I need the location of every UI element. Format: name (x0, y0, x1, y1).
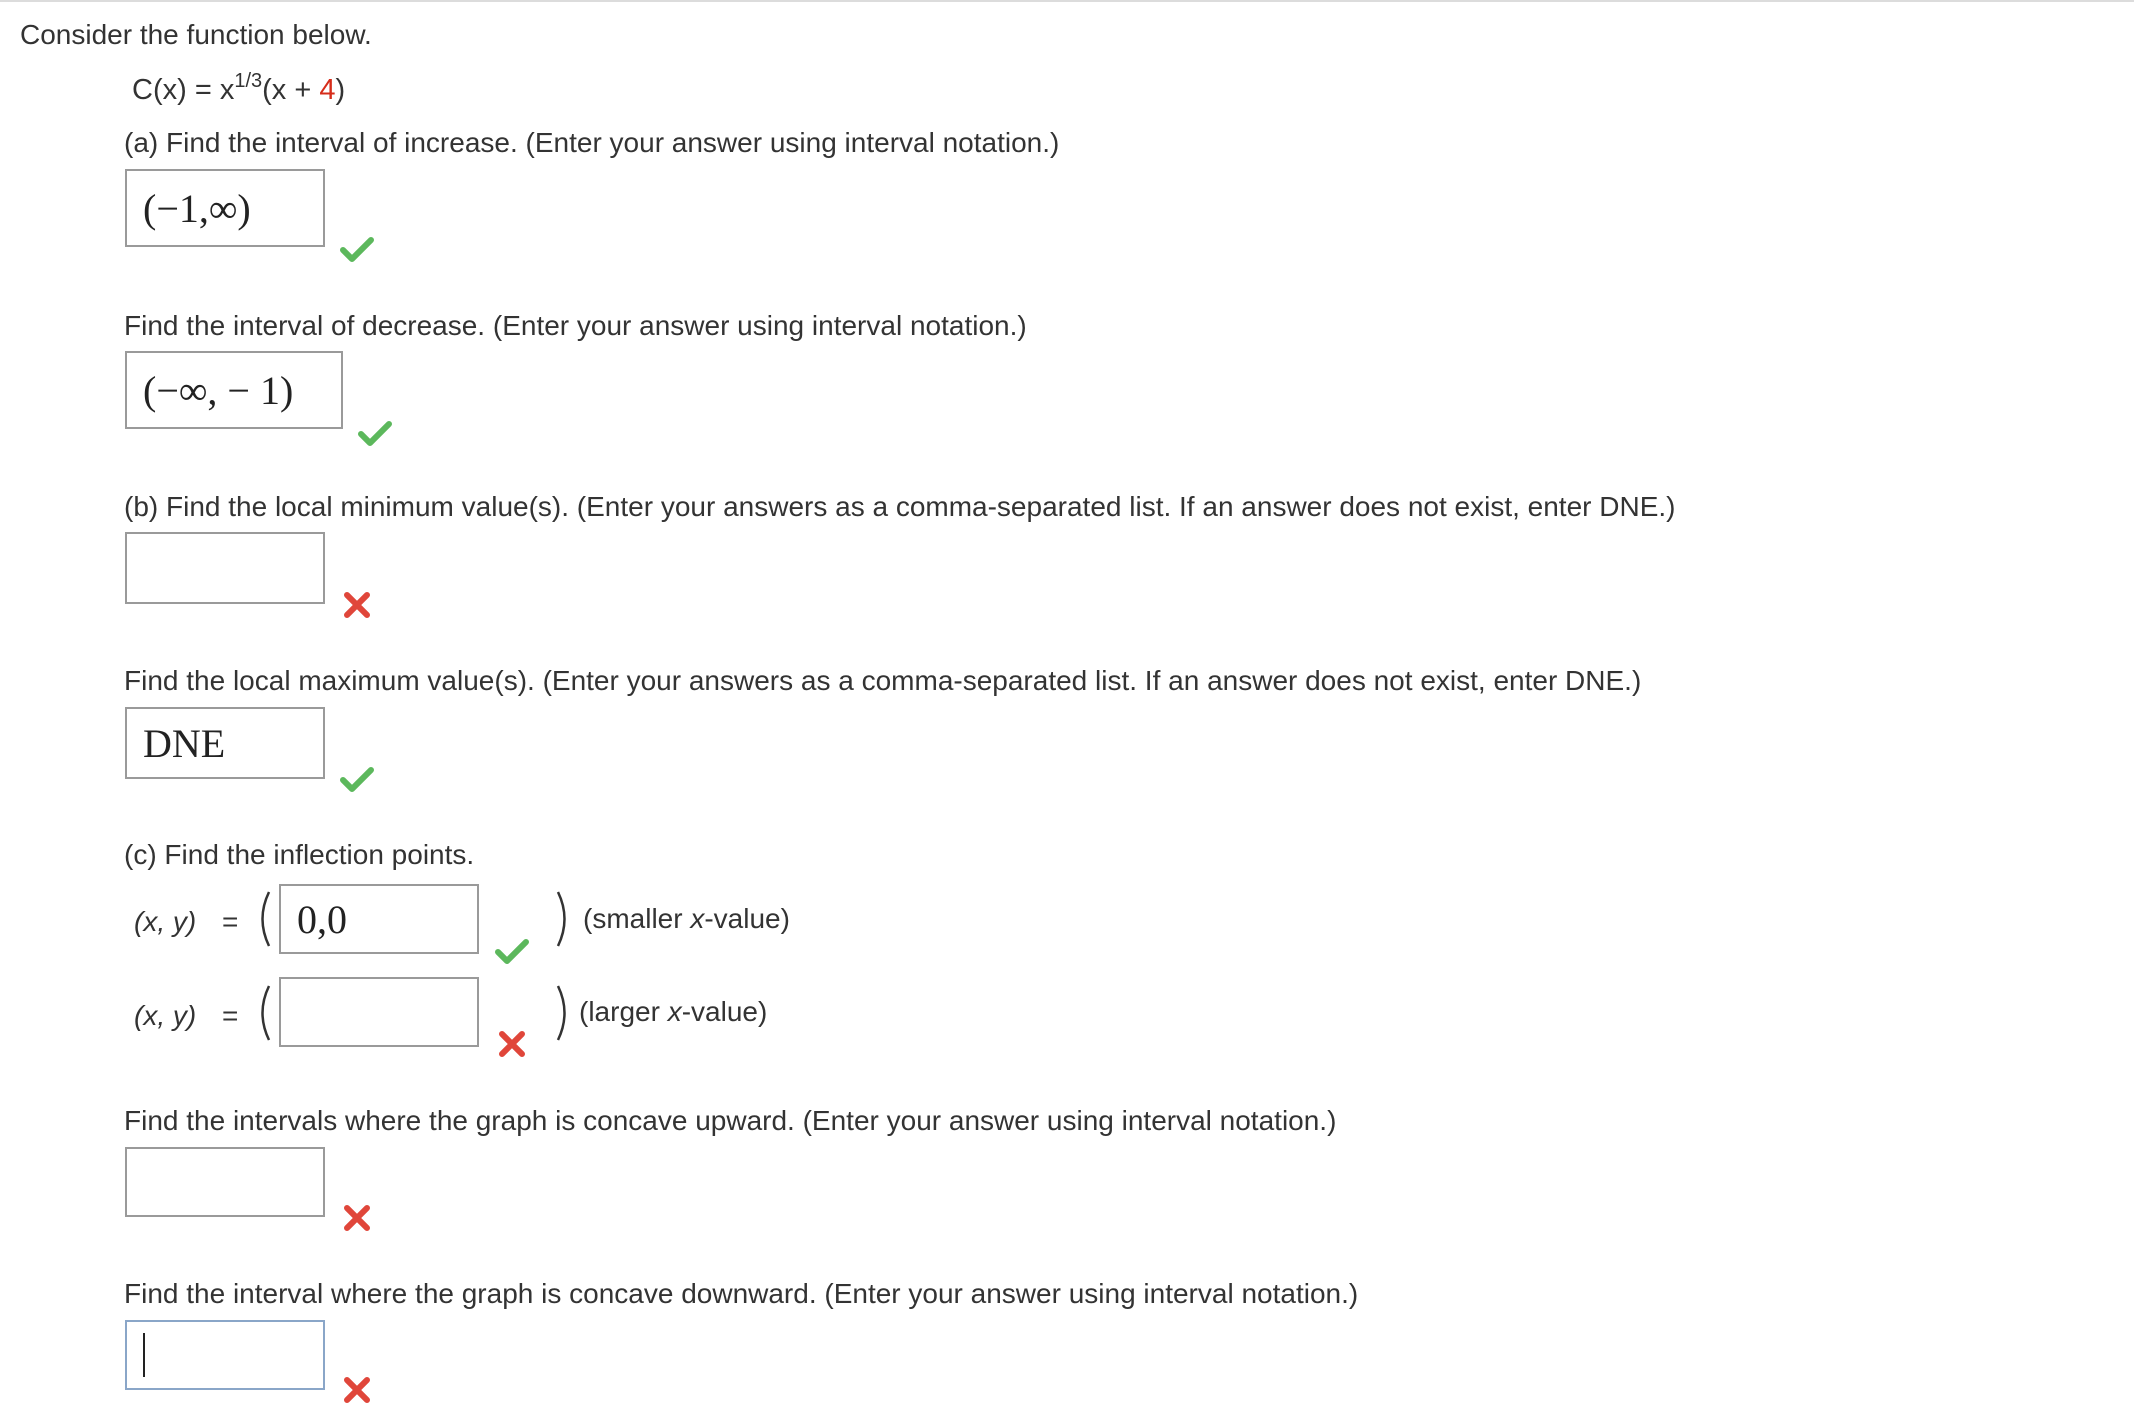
function-paren-close: ) (335, 74, 346, 106)
incorrect-x-icon (495, 1027, 529, 1061)
text-cursor (143, 1333, 145, 1377)
concave-up-prompt: Find the intervals where the graph is concave upward. (Enter your answer using interval notation.) (124, 1105, 1337, 1136)
local-max-answer-field[interactable] (125, 707, 325, 779)
point1-hint-prefix: (smaller (583, 903, 691, 934)
local-min-answer-field[interactable] (125, 532, 325, 604)
decrease-answer-field[interactable] (125, 351, 343, 429)
function-base: x (219, 74, 235, 106)
intro-text: Consider the function below. (20, 19, 372, 50)
point2-hint-suffix: -value) (681, 996, 768, 1027)
function-definition (132, 72, 345, 108)
increase-prompt: (a) Find the interval of increase. (Enter your answer using interval notation.) (124, 127, 1060, 158)
correct-check-icon (358, 416, 392, 450)
function-equals: = (194, 74, 212, 106)
concave-down-answer-field[interactable] (125, 1320, 325, 1390)
correct-check-icon (340, 762, 374, 796)
incorrect-x-icon (340, 1373, 374, 1407)
incorrect-x-icon (340, 588, 374, 622)
increase-answer-value: (−1,∞) (143, 185, 251, 231)
increase-answer-field[interactable] (125, 169, 325, 247)
inflection-point2-field[interactable] (279, 977, 479, 1047)
correct-check-icon (495, 934, 529, 968)
local-min-prompt: (b) Find the local minimum value(s). (Enter your answers as a comma-separated list. If an answer does not exist, enter DNE.) (124, 491, 1676, 522)
point2-equals: = (222, 1000, 239, 1031)
point2-xy-label (134, 999, 196, 1033)
inflection-point1-field[interactable] (279, 884, 479, 954)
point1-hint-suffix: -value) (704, 903, 790, 934)
point1-hint-var: x (690, 903, 705, 934)
correct-check-icon (340, 232, 374, 266)
point2-xy-text: (x, y) (134, 1000, 197, 1031)
open-paren-icon (252, 889, 276, 949)
decrease-answer-value: (−∞, − 1) (143, 367, 294, 413)
inflection-point1-value: 0,0 (297, 896, 347, 942)
point2-hint-prefix: (larger (579, 996, 668, 1027)
function-exponent: 1/3 (234, 70, 263, 92)
close-paren-icon (551, 983, 575, 1043)
function-constant: 4 (319, 74, 336, 106)
inflection-prompt: (c) Find the inflection points. (124, 839, 475, 870)
point2-hint (579, 995, 767, 1029)
local-max-answer-value: DNE (143, 720, 226, 766)
incorrect-x-icon (340, 1201, 374, 1235)
point2-hint-var: x (667, 996, 682, 1027)
close-paren-icon (551, 889, 575, 949)
concave-down-prompt: Find the interval where the graph is concave downward. (Enter your answer using interval notation.) (124, 1278, 1359, 1309)
point1-xy-text: (x, y) (134, 906, 197, 937)
function-paren-open: (x + (262, 74, 320, 106)
open-paren-icon (252, 983, 276, 1043)
point1-equals: = (222, 906, 239, 937)
point1-xy-label (134, 905, 196, 939)
local-max-prompt: Find the local maximum value(s). (Enter your answers as a comma-separated list. If an answer does not exist, enter DNE.) (124, 665, 1642, 696)
decrease-prompt: Find the interval of decrease. (Enter your answer using interval notation.) (124, 310, 1027, 341)
top-divider (0, 0, 2134, 2)
point1-hint (583, 902, 790, 936)
function-lhs: C(x) (132, 74, 187, 106)
concave-up-answer-field[interactable] (125, 1147, 325, 1217)
